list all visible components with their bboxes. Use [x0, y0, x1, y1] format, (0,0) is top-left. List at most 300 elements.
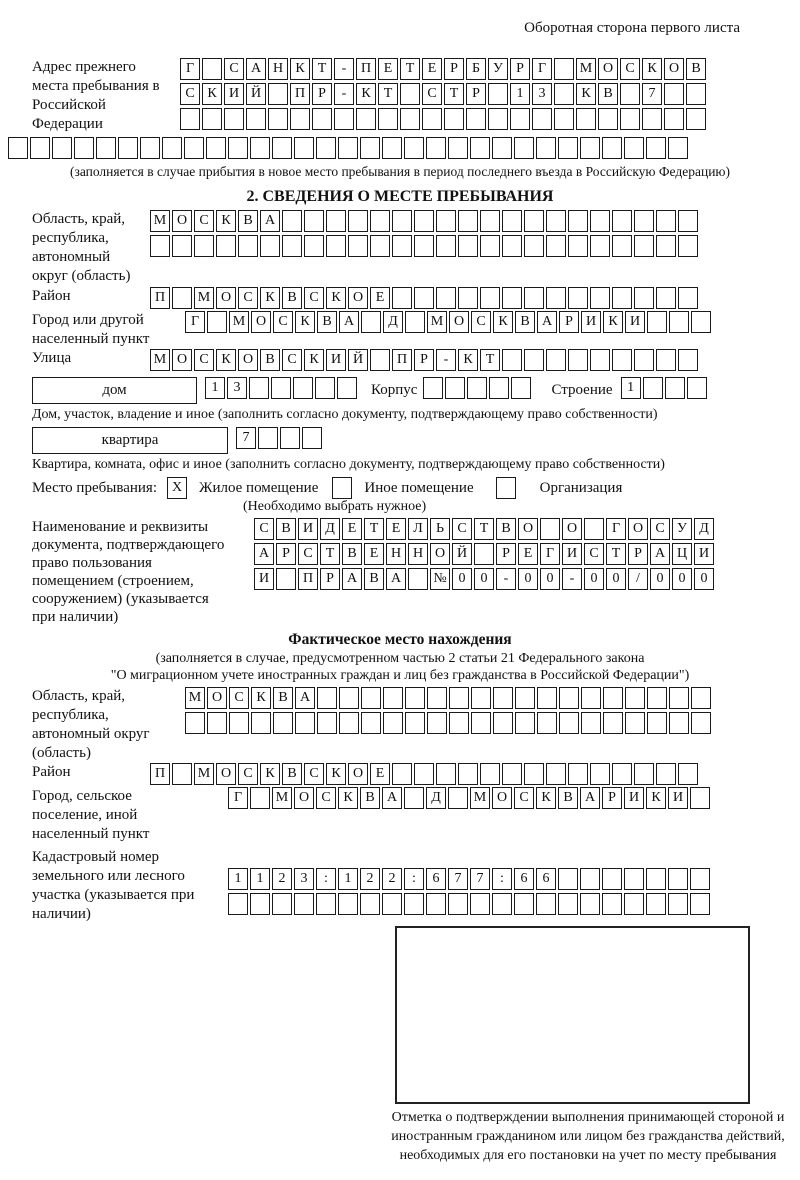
char-cell[interactable] — [206, 137, 226, 159]
char-cell[interactable] — [216, 235, 236, 257]
char-cell[interactable]: С — [422, 83, 442, 105]
char-cell[interactable] — [471, 712, 491, 734]
char-cell[interactable] — [664, 83, 684, 105]
char-cell[interactable] — [537, 712, 557, 734]
char-cell[interactable] — [687, 377, 707, 399]
char-cell[interactable] — [471, 687, 491, 709]
char-cell[interactable] — [250, 787, 270, 809]
char-cell[interactable]: О — [449, 311, 469, 333]
char-cell[interactable] — [489, 377, 509, 399]
char-cell[interactable] — [339, 687, 359, 709]
char-cell[interactable]: 1 — [228, 868, 248, 890]
char-cell[interactable] — [276, 568, 296, 590]
char-cell[interactable]: Н — [268, 58, 288, 80]
char-cell[interactable] — [268, 83, 288, 105]
char-cell[interactable] — [338, 137, 358, 159]
char-cell[interactable] — [315, 377, 335, 399]
char-cell[interactable]: К — [646, 787, 666, 809]
char-cell[interactable]: 0 — [474, 568, 494, 590]
char-cell[interactable] — [202, 108, 222, 130]
char-cell[interactable]: Ц — [672, 543, 692, 565]
char-cell[interactable]: А — [339, 311, 359, 333]
char-cell[interactable]: А — [254, 543, 274, 565]
char-cell[interactable] — [524, 210, 544, 232]
char-cell[interactable] — [691, 311, 711, 333]
char-cell[interactable] — [382, 137, 402, 159]
char-cell[interactable] — [172, 287, 192, 309]
char-cell[interactable] — [339, 712, 359, 734]
char-cell[interactable] — [624, 893, 644, 915]
char-cell[interactable] — [436, 210, 456, 232]
char-cell[interactable]: С — [514, 787, 534, 809]
char-cell[interactable]: 0 — [518, 568, 538, 590]
char-cell[interactable] — [448, 137, 468, 159]
char-cell[interactable]: Т — [480, 349, 500, 371]
char-cell[interactable] — [546, 763, 566, 785]
char-cell[interactable]: К — [603, 311, 623, 333]
char-cell[interactable]: 1 — [205, 377, 225, 399]
char-cell[interactable] — [540, 518, 560, 540]
char-cell[interactable]: М — [185, 687, 205, 709]
char-cell[interactable]: К — [576, 83, 596, 105]
char-cell[interactable]: Р — [444, 58, 464, 80]
char-cell[interactable]: Т — [606, 543, 626, 565]
char-cell[interactable]: П — [150, 287, 170, 309]
char-cell[interactable]: С — [452, 518, 472, 540]
char-cell[interactable]: 6 — [514, 868, 534, 890]
char-cell[interactable]: О — [294, 787, 314, 809]
char-cell[interactable] — [493, 687, 513, 709]
char-cell[interactable] — [246, 108, 266, 130]
char-cell[interactable]: О — [238, 349, 258, 371]
char-cell[interactable] — [326, 235, 346, 257]
char-cell[interactable] — [488, 108, 508, 130]
char-cell[interactable] — [304, 235, 324, 257]
char-cell[interactable] — [294, 893, 314, 915]
char-cell[interactable]: В — [238, 210, 258, 232]
char-cell[interactable] — [502, 235, 522, 257]
char-cell[interactable]: Т — [378, 83, 398, 105]
char-cell[interactable] — [612, 210, 632, 232]
char-cell[interactable] — [643, 377, 663, 399]
char-cell[interactable] — [568, 763, 588, 785]
char-cell[interactable] — [414, 235, 434, 257]
char-cell[interactable] — [656, 763, 676, 785]
char-cell[interactable] — [646, 137, 666, 159]
char-cell[interactable] — [581, 687, 601, 709]
char-cell[interactable]: С — [254, 518, 274, 540]
char-cell[interactable]: С — [304, 287, 324, 309]
char-cell[interactable] — [546, 235, 566, 257]
char-cell[interactable]: О — [562, 518, 582, 540]
char-cell[interactable]: И — [581, 311, 601, 333]
char-cell[interactable] — [458, 235, 478, 257]
char-cell[interactable] — [580, 868, 600, 890]
char-cell[interactable] — [361, 687, 381, 709]
char-cell[interactable]: П — [392, 349, 412, 371]
char-cell[interactable] — [480, 210, 500, 232]
char-cell[interactable] — [427, 712, 447, 734]
char-cell[interactable] — [678, 349, 698, 371]
char-cell[interactable] — [554, 58, 574, 80]
char-cell[interactable] — [554, 83, 574, 105]
char-cell[interactable] — [647, 712, 667, 734]
char-cell[interactable] — [228, 893, 248, 915]
char-cell[interactable]: К — [290, 58, 310, 80]
char-cell[interactable] — [690, 868, 710, 890]
char-cell[interactable] — [414, 210, 434, 232]
char-cell[interactable] — [172, 763, 192, 785]
char-cell[interactable] — [480, 235, 500, 257]
char-cell[interactable]: № — [430, 568, 450, 590]
char-cell[interactable]: О — [518, 518, 538, 540]
char-cell[interactable] — [656, 235, 676, 257]
char-cell[interactable]: Б — [466, 58, 486, 80]
char-cell[interactable] — [502, 287, 522, 309]
char-cell[interactable]: Д — [694, 518, 714, 540]
char-cell[interactable]: 0 — [584, 568, 604, 590]
char-cell[interactable]: Н — [408, 543, 428, 565]
char-cell[interactable]: К — [326, 287, 346, 309]
char-cell[interactable] — [436, 235, 456, 257]
char-cell[interactable]: М — [427, 311, 447, 333]
char-cell[interactable]: С — [229, 687, 249, 709]
char-cell[interactable]: С — [304, 763, 324, 785]
char-cell[interactable] — [405, 712, 425, 734]
char-cell[interactable]: Р — [466, 83, 486, 105]
char-cell[interactable]: В — [686, 58, 706, 80]
char-cell[interactable] — [249, 377, 269, 399]
char-cell[interactable]: Г — [185, 311, 205, 333]
char-cell[interactable] — [524, 763, 544, 785]
char-cell[interactable] — [404, 137, 424, 159]
char-cell[interactable]: 0 — [694, 568, 714, 590]
char-cell[interactable]: Е — [364, 543, 384, 565]
char-cell[interactable] — [74, 137, 94, 159]
char-cell[interactable]: С — [194, 210, 214, 232]
char-cell[interactable] — [280, 427, 300, 449]
char-cell[interactable]: О — [492, 787, 512, 809]
char-cell[interactable] — [445, 377, 465, 399]
char-cell[interactable]: Т — [364, 518, 384, 540]
char-cell[interactable]: 6 — [426, 868, 446, 890]
char-cell[interactable] — [337, 377, 357, 399]
char-cell[interactable]: А — [386, 568, 406, 590]
char-cell[interactable] — [272, 893, 292, 915]
char-cell[interactable] — [546, 210, 566, 232]
char-cell[interactable] — [449, 712, 469, 734]
char-cell[interactable]: С — [282, 349, 302, 371]
char-cell[interactable] — [304, 210, 324, 232]
char-cell[interactable]: У — [488, 58, 508, 80]
char-cell[interactable]: Е — [518, 543, 538, 565]
char-cell[interactable] — [590, 763, 610, 785]
char-cell[interactable] — [656, 349, 676, 371]
char-cell[interactable] — [625, 687, 645, 709]
char-cell[interactable] — [558, 137, 578, 159]
char-cell[interactable]: В — [598, 83, 618, 105]
char-cell[interactable] — [180, 108, 200, 130]
char-cell[interactable] — [558, 893, 578, 915]
char-cell[interactable]: К — [493, 311, 513, 333]
char-cell[interactable]: М — [194, 287, 214, 309]
char-cell[interactable]: В — [558, 787, 578, 809]
char-cell[interactable] — [515, 712, 535, 734]
char-cell[interactable] — [400, 108, 420, 130]
char-cell[interactable] — [444, 108, 464, 130]
char-cell[interactable] — [273, 712, 293, 734]
char-cell[interactable] — [612, 349, 632, 371]
char-cell[interactable] — [228, 137, 248, 159]
char-cell[interactable] — [392, 287, 412, 309]
char-cell[interactable]: - — [496, 568, 516, 590]
char-cell[interactable]: О — [348, 287, 368, 309]
char-cell[interactable]: К — [202, 83, 222, 105]
char-cell[interactable] — [678, 763, 698, 785]
char-cell[interactable] — [392, 763, 412, 785]
char-cell[interactable] — [52, 137, 72, 159]
char-cell[interactable]: В — [282, 763, 302, 785]
char-cell[interactable]: В — [273, 687, 293, 709]
char-cell[interactable] — [224, 108, 244, 130]
char-cell[interactable] — [524, 287, 544, 309]
char-cell[interactable] — [229, 712, 249, 734]
char-cell[interactable]: К — [326, 763, 346, 785]
char-cell[interactable] — [436, 763, 456, 785]
char-cell[interactable]: 3 — [532, 83, 552, 105]
char-cell[interactable]: П — [356, 58, 376, 80]
char-cell[interactable]: 1 — [621, 377, 641, 399]
char-cell[interactable]: 0 — [606, 568, 626, 590]
char-cell[interactable] — [656, 287, 676, 309]
char-cell[interactable] — [30, 137, 50, 159]
char-cell[interactable] — [502, 763, 522, 785]
char-cell[interactable] — [361, 712, 381, 734]
char-cell[interactable] — [568, 235, 588, 257]
char-cell[interactable]: Г — [532, 58, 552, 80]
char-cell[interactable] — [647, 311, 667, 333]
char-cell[interactable]: Е — [422, 58, 442, 80]
char-cell[interactable] — [427, 687, 447, 709]
char-cell[interactable]: П — [298, 568, 318, 590]
char-cell[interactable]: И — [694, 543, 714, 565]
char-cell[interactable]: Й — [452, 543, 472, 565]
char-cell[interactable]: К — [251, 687, 271, 709]
char-cell[interactable]: В — [360, 787, 380, 809]
char-cell[interactable] — [634, 235, 654, 257]
char-cell[interactable] — [404, 893, 424, 915]
char-cell[interactable]: О — [216, 287, 236, 309]
char-cell[interactable] — [668, 137, 688, 159]
char-cell[interactable] — [502, 210, 522, 232]
char-cell[interactable] — [370, 235, 390, 257]
char-cell[interactable] — [356, 108, 376, 130]
char-cell[interactable] — [678, 235, 698, 257]
char-cell[interactable]: 0 — [540, 568, 560, 590]
char-cell[interactable]: С — [238, 287, 258, 309]
char-cell[interactable] — [554, 108, 574, 130]
char-cell[interactable]: П — [290, 83, 310, 105]
char-cell[interactable] — [202, 58, 222, 80]
char-cell[interactable]: У — [672, 518, 692, 540]
char-cell[interactable]: И — [298, 518, 318, 540]
char-cell[interactable] — [669, 311, 689, 333]
char-cell[interactable]: К — [295, 311, 315, 333]
house-type-box[interactable]: дом — [32, 377, 197, 404]
char-cell[interactable]: Е — [378, 58, 398, 80]
char-cell[interactable] — [558, 868, 578, 890]
stay-option-checkbox-organization[interactable] — [496, 477, 516, 499]
char-cell[interactable]: С — [471, 311, 491, 333]
char-cell[interactable] — [271, 377, 291, 399]
char-cell[interactable]: М — [150, 349, 170, 371]
char-cell[interactable] — [414, 287, 434, 309]
char-cell[interactable] — [360, 137, 380, 159]
char-cell[interactable]: В — [342, 543, 362, 565]
char-cell[interactable] — [272, 137, 292, 159]
char-cell[interactable] — [537, 687, 557, 709]
char-cell[interactable] — [414, 763, 434, 785]
char-cell[interactable]: О — [207, 687, 227, 709]
char-cell[interactable]: 6 — [536, 868, 556, 890]
char-cell[interactable] — [620, 83, 640, 105]
char-cell[interactable]: Р — [414, 349, 434, 371]
char-cell[interactable]: С — [273, 311, 293, 333]
char-cell[interactable] — [458, 210, 478, 232]
char-cell[interactable] — [620, 108, 640, 130]
char-cell[interactable]: С — [180, 83, 200, 105]
char-cell[interactable] — [536, 137, 556, 159]
char-cell[interactable]: К — [216, 210, 236, 232]
char-cell[interactable]: 2 — [272, 868, 292, 890]
char-cell[interactable] — [360, 893, 380, 915]
char-cell[interactable] — [250, 893, 270, 915]
char-cell[interactable] — [250, 137, 270, 159]
char-cell[interactable]: Р — [628, 543, 648, 565]
char-cell[interactable] — [467, 377, 487, 399]
char-cell[interactable]: Р — [276, 543, 296, 565]
stay-option-checkbox-residential[interactable]: X — [167, 477, 187, 499]
char-cell[interactable] — [383, 687, 403, 709]
char-cell[interactable]: О — [628, 518, 648, 540]
char-cell[interactable] — [625, 712, 645, 734]
char-cell[interactable] — [302, 427, 322, 449]
char-cell[interactable] — [584, 518, 604, 540]
char-cell[interactable]: В — [515, 311, 535, 333]
char-cell[interactable]: Р — [496, 543, 516, 565]
char-cell[interactable]: Л — [408, 518, 428, 540]
char-cell[interactable]: - — [436, 349, 456, 371]
char-cell[interactable]: С — [298, 543, 318, 565]
char-cell[interactable] — [466, 108, 486, 130]
char-cell[interactable] — [474, 543, 494, 565]
char-cell[interactable] — [422, 108, 442, 130]
char-cell[interactable] — [426, 893, 446, 915]
char-cell[interactable] — [408, 568, 428, 590]
char-cell[interactable]: Й — [246, 83, 266, 105]
char-cell[interactable] — [470, 137, 490, 159]
char-cell[interactable] — [290, 108, 310, 130]
char-cell[interactable] — [546, 287, 566, 309]
char-cell[interactable]: Д — [426, 787, 446, 809]
char-cell[interactable]: Т — [312, 58, 332, 80]
char-cell[interactable]: Д — [383, 311, 403, 333]
char-cell[interactable]: В — [496, 518, 516, 540]
char-cell[interactable] — [580, 137, 600, 159]
char-cell[interactable]: А — [295, 687, 315, 709]
char-cell[interactable] — [392, 210, 412, 232]
char-cell[interactable] — [207, 311, 227, 333]
char-cell[interactable] — [524, 349, 544, 371]
char-cell[interactable]: Н — [386, 543, 406, 565]
char-cell[interactable]: 7 — [470, 868, 490, 890]
char-cell[interactable]: 2 — [360, 868, 380, 890]
char-cell[interactable] — [646, 868, 666, 890]
char-cell[interactable] — [510, 108, 530, 130]
char-cell[interactable] — [480, 287, 500, 309]
char-cell[interactable]: О — [216, 763, 236, 785]
char-cell[interactable]: С — [194, 349, 214, 371]
char-cell[interactable] — [458, 763, 478, 785]
char-cell[interactable] — [686, 83, 706, 105]
char-cell[interactable] — [405, 311, 425, 333]
char-cell[interactable]: 3 — [227, 377, 247, 399]
char-cell[interactable]: А — [382, 787, 402, 809]
char-cell[interactable]: 3 — [294, 868, 314, 890]
char-cell[interactable] — [480, 763, 500, 785]
char-cell[interactable]: М — [576, 58, 596, 80]
char-cell[interactable] — [268, 108, 288, 130]
char-cell[interactable]: Г — [606, 518, 626, 540]
char-cell[interactable] — [590, 235, 610, 257]
char-cell[interactable] — [150, 235, 170, 257]
char-cell[interactable] — [260, 235, 280, 257]
char-cell[interactable] — [678, 287, 698, 309]
char-cell[interactable] — [436, 287, 456, 309]
char-cell[interactable] — [514, 893, 534, 915]
char-cell[interactable]: К — [260, 763, 280, 785]
char-cell[interactable] — [404, 787, 424, 809]
char-cell[interactable] — [678, 210, 698, 232]
char-cell[interactable]: Т — [444, 83, 464, 105]
char-cell[interactable] — [590, 287, 610, 309]
char-cell[interactable] — [511, 377, 531, 399]
char-cell[interactable] — [598, 108, 618, 130]
char-cell[interactable]: А — [246, 58, 266, 80]
char-cell[interactable] — [690, 787, 710, 809]
char-cell[interactable]: Т — [474, 518, 494, 540]
char-cell[interactable] — [162, 137, 182, 159]
char-cell[interactable] — [559, 687, 579, 709]
char-cell[interactable] — [624, 868, 644, 890]
char-cell[interactable]: С — [224, 58, 244, 80]
char-cell[interactable]: Т — [400, 58, 420, 80]
char-cell[interactable] — [448, 893, 468, 915]
char-cell[interactable] — [448, 787, 468, 809]
char-cell[interactable]: Р — [510, 58, 530, 80]
char-cell[interactable] — [172, 235, 192, 257]
char-cell[interactable]: К — [536, 787, 556, 809]
char-cell[interactable]: В — [282, 287, 302, 309]
char-cell[interactable] — [668, 893, 688, 915]
char-cell[interactable] — [295, 712, 315, 734]
char-cell[interactable]: К — [216, 349, 236, 371]
char-cell[interactable] — [634, 763, 654, 785]
char-cell[interactable] — [382, 893, 402, 915]
char-cell[interactable] — [669, 687, 689, 709]
char-cell[interactable] — [576, 108, 596, 130]
char-cell[interactable]: 2 — [382, 868, 402, 890]
